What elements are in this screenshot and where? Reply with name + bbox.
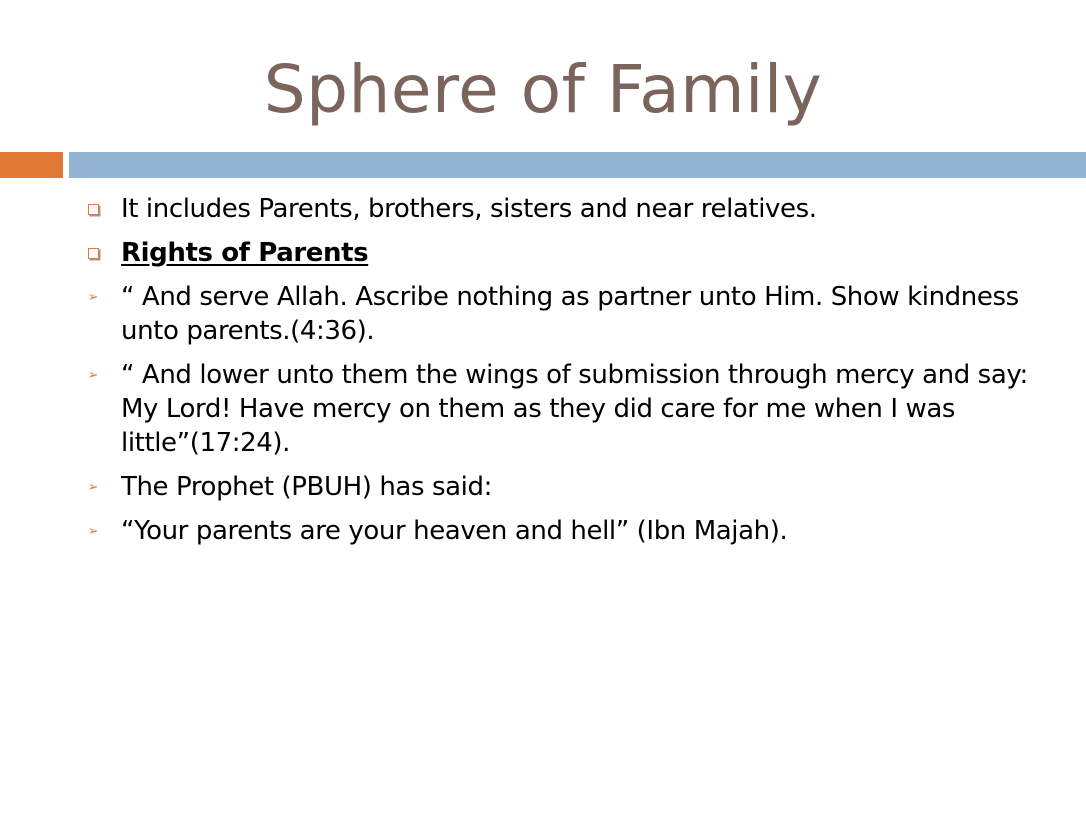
section-heading: Rights of Parents [121,238,369,268]
arrow-bullet-icon: ➢ [87,289,99,305]
arrow-bullet-icon: ➢ [87,367,99,383]
square-bullet-icon [83,236,103,270]
list-item [83,358,1043,460]
arrow-bullet-icon: ➢ [87,523,99,539]
list-item-text: The Prophet (PBUH) has said: [121,472,492,502]
header-band [69,152,1086,178]
list-item-text: “ And lower unto them the wings of submission through mercy and say: My Lord! Have mercy on them as they did care for me when I was little”(17:24). [121,360,1028,458]
list-item [83,514,1043,548]
list-item [83,470,1043,504]
list-item [83,236,1043,270]
slide-title: Sphere of Family [263,51,823,128]
list-item-text: “ And serve Allah. Ascribe nothing as partner unto Him. Show kindness unto parents.(4:36). [121,282,1019,346]
list-item [83,280,1043,348]
square-bullet-icon [83,192,103,226]
bullet-list [83,192,1043,558]
accent-band [0,152,63,178]
list-item-text: “Your parents are your heaven and hell” (Ibn Majah). [121,516,788,546]
list-item [83,192,1043,226]
arrow-bullet-icon: ➢ [87,479,99,495]
list-item-text: It includes Parents, brothers, sisters and near relatives. [121,194,817,224]
